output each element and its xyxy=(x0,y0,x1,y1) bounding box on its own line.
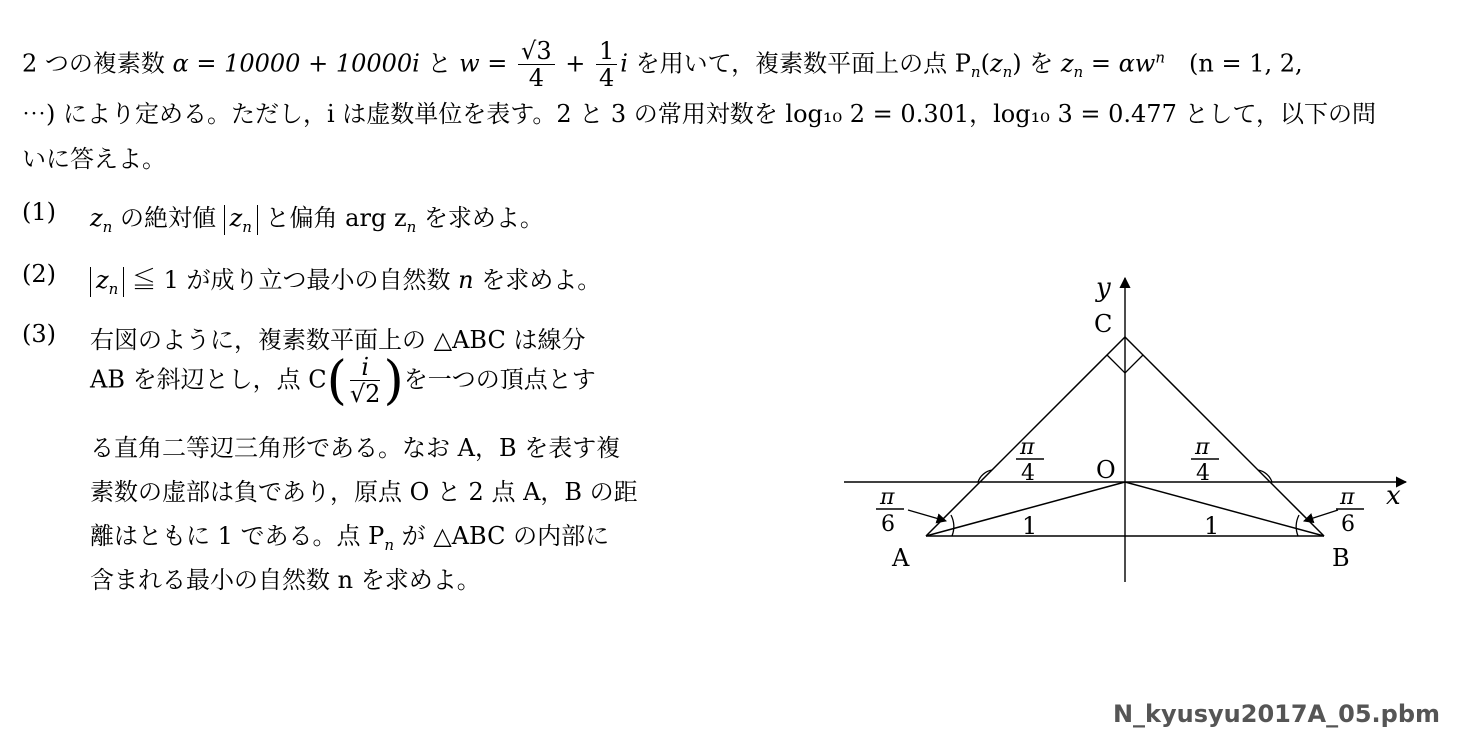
question-3-line-5: 離はともに 1 である。点 $P_n$ が △ABC の内部に xyxy=(90,522,610,554)
svg-text:π: π xyxy=(1340,485,1355,510)
fraction-1-over-4: $\frac{1}{4}$ xyxy=(596,38,617,92)
svg-text:4: 4 xyxy=(1021,461,1035,486)
svg-text:π: π xyxy=(1020,435,1035,460)
svg-text:4: 4 xyxy=(1196,461,1210,486)
angle-arc-A xyxy=(951,515,954,536)
fraction-sqrt3-over-4: $\frac{√3}{4}$ xyxy=(518,38,555,92)
label-pi-over-6-right xyxy=(1336,485,1364,537)
question-3-line-2: AB を斜辺とし，点 C( $\frac{i}{√2}$ )を一つの頂点とす xyxy=(90,350,596,411)
arrow-to-angle-A xyxy=(908,510,946,521)
label-pi-over-4-left xyxy=(1016,435,1044,486)
question-1-text: $z_n$ の絶対値 $z_n$ と偏角 arg $z_n$ を求めよ。 xyxy=(90,204,544,236)
question-3-line-4: 素数の虚部は負であり，原点 O と 2 点 A，B の距 xyxy=(90,478,638,506)
svg-text:π: π xyxy=(1195,435,1210,460)
svg-text:6: 6 xyxy=(1341,512,1355,537)
triangle-figure xyxy=(838,272,1418,592)
question-2-number: (2) xyxy=(22,260,56,288)
question-1-number: (1) xyxy=(22,198,56,226)
footer-filename: N_kyusyu2017A_05.pbm xyxy=(1112,700,1440,728)
intro-line-2: ⋯) により定める。ただし，i は虚数単位を表す。2 と 3 の常用対数を log₁₀ 2 = 0.301，log₁₀ 3 = 0.477 として，以下の問 xyxy=(22,100,1376,128)
question-3-line-3: る直角二等辺三角形である。なお A，B を表す複 xyxy=(90,434,621,462)
svg-text:6: 6 xyxy=(881,512,895,537)
x-axis-label: x xyxy=(1386,481,1401,511)
y-axis-label: y xyxy=(1096,273,1111,303)
label-pi-over-6-left xyxy=(876,485,904,537)
intro-line-3: いに答えよ。 xyxy=(22,145,166,173)
label-B: B xyxy=(1332,544,1350,572)
label-A: A xyxy=(892,544,910,572)
question-3-line-1: 右図のように，複素数平面上の △ABC は線分 xyxy=(90,326,586,354)
label-O: O xyxy=(1096,456,1116,484)
intro-line-1: 2 つの複素数 α = 10000 + 10000i と w = $\frac{√3}{4}$ + $\frac{1}{4}$ i を用いて，複素数平面上の点 $P_n(z_n)$ を $z_n = \alpha w^n$ (n = 1, 2, xyxy=(22,37,1303,93)
fraction-i-over-sqrt2: $\frac{i}{√2}$ xyxy=(349,353,381,409)
segment-BC xyxy=(1125,337,1324,536)
segment-OB xyxy=(1125,482,1324,536)
label-length-OA: 1 xyxy=(1022,512,1038,540)
arrow-to-angle-B xyxy=(1304,510,1338,521)
question-3-line-6: 含まれる最小の自然数 n を求めよ。 xyxy=(90,566,481,594)
label-length-OB: 1 xyxy=(1204,512,1220,540)
question-3-number: (3) xyxy=(22,320,56,348)
question-2-text: $z_n$ ≦ 1 が成り立つ最小の自然数 n を求めよ。 xyxy=(90,260,601,297)
svg-text:π: π xyxy=(880,485,895,510)
angle-arc-B xyxy=(1296,515,1299,536)
label-pi-over-4-right xyxy=(1191,435,1219,486)
label-C: C xyxy=(1094,310,1113,338)
